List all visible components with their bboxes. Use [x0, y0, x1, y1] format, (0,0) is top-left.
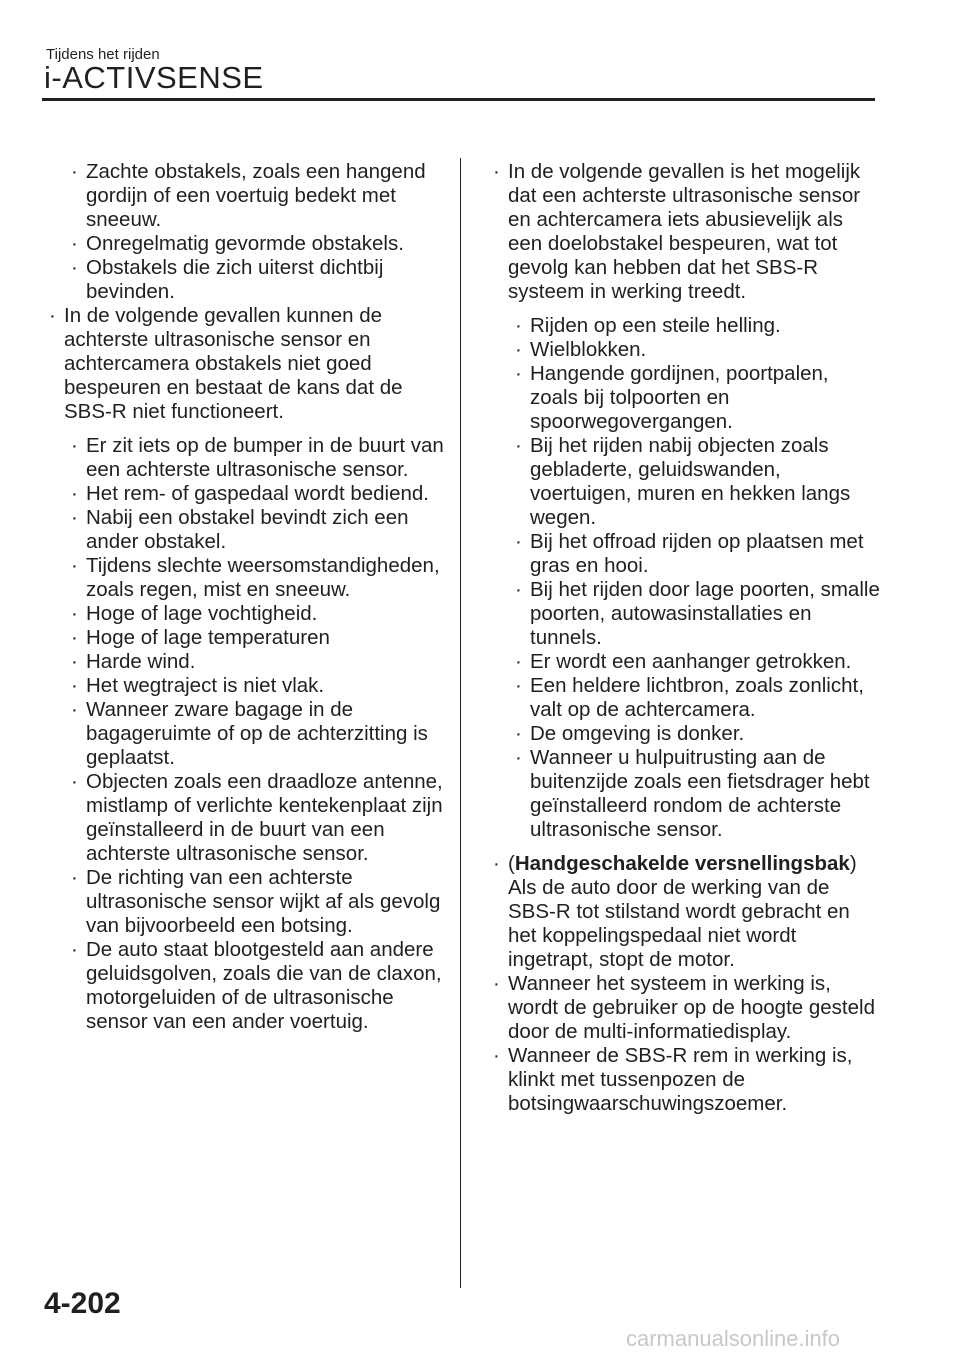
- page-number: 4-202: [44, 1287, 121, 1320]
- list-item: · In de volgende gevallen is het mogelijk dat een achterste ultrasonische sensor en achtercamera iets abusievelijk als een doelobstakel bespeuren, wat tot gevolg kan hebben dat het SBS-R systeem in werking treedt.: [492, 160, 882, 304]
- list-item: · Wanneer de SBS-R rem in werking is, klinkt met tussenpozen de botsingwaarschuwingszoemer.: [492, 1044, 882, 1116]
- section-label: Tijdens het rijden: [46, 46, 160, 63]
- list-item: · Wanneer het systeem in werking is, wordt de gebruiker op de hoogte gesteld door de multi-informatiedisplay.: [492, 972, 882, 1044]
- manual-transmission-item: [492, 852, 882, 972]
- list-item: · Hoge of lage vochtigheid.: [70, 602, 444, 626]
- list-item: · Het rem- of gaspedaal wordt bediend.: [70, 482, 444, 506]
- list-item: · Hangende gordijnen, poortpalen, zoals bij tolpoorten en spoorwegovergangen.: [514, 362, 882, 434]
- list-item: · Wielblokken.: [514, 338, 882, 362]
- intro-list: [48, 160, 444, 304]
- list-item: · De auto staat blootgesteld aan andere geluidsgolven, zoals die van de claxon, motorgeluiden of de ultrasonische sensor van een ander voertuig.: [70, 938, 444, 1034]
- list-item: · Een heldere lichtbron, zoals zonlicht, valt op de achtercamera.: [514, 674, 882, 722]
- list-item: · Hoge of lage temperaturen: [70, 626, 444, 650]
- list-item: · Onregelmatig gevormde obstakels.: [70, 232, 444, 256]
- list-item: · Zachte obstakels, zoals een hangend gordijn of een voertuig bedekt met sneeuw.: [70, 160, 444, 232]
- header-rule: [42, 98, 875, 101]
- list-item: · Bij het offroad rijden op plaatsen met gras en hooi.: [514, 530, 882, 578]
- list-item: · Er wordt een aanhanger getrokken.: [514, 650, 882, 674]
- paren-close: ): [849, 852, 857, 875]
- manual-transmission-label: Handgeschakelde versnellingsbak: [514, 852, 850, 875]
- list-item: · Het wegtraject is niet vlak.: [70, 674, 444, 698]
- list-item: · Tijdens slechte weersomstandigheden, zoals regen, mist en sneeuw.: [70, 554, 444, 602]
- list-item: · Wanneer u hulpuitrusting aan de buitenzijde zoals een fietsdrager hebt geïnstalleerd rondom de achterste ultrasonische sensor.: [514, 746, 882, 842]
- watermark: carmanualsonline.info: [626, 1326, 841, 1351]
- paren-open: (: [508, 852, 515, 875]
- list-item: · In de volgende gevallen kunnen de achterste ultrasonische sensor en achtercamera obstakels niet goed bespeuren en bestaat de kans dat de SBS-R niet functioneert.: [48, 304, 444, 424]
- list-item: · Rijden op een steile helling.: [514, 314, 882, 338]
- right-column: [492, 160, 882, 1116]
- left-column: [48, 160, 444, 1044]
- sub-list: [492, 314, 882, 842]
- manual-transmission-text: Als de auto door de werking van de SBS-R tot stilstand wordt gebracht en het koppelingspedaal niet wordt ingetrapt, stopt de motor.: [508, 876, 850, 971]
- sub-list: [48, 434, 444, 1034]
- list-item: · De richting van een achterste ultrasonische sensor wijkt af als gevolg van bijvoorbeeld een botsing.: [70, 866, 444, 938]
- list-item: · Obstakels die zich uiterst dichtbij bevinden.: [70, 256, 444, 304]
- column-divider: [460, 158, 461, 1288]
- list-item: · Bij het rijden nabij objecten zoals gebladerte, geluidswanden, voertuigen, muren en hekken langs wegen.: [514, 434, 882, 530]
- list-item: · Objecten zoals een draadloze antenne, mistlamp of verlichte kentekenplaat zijn geïnstalleerd in de buurt van een achterste ultrasonische sensor.: [70, 770, 444, 866]
- list-item: · De omgeving is donker.: [514, 722, 882, 746]
- list-item: · Nabij een obstakel bevindt zich een ander obstakel.: [70, 506, 444, 554]
- page-title: i-ACTIVSENSE: [44, 60, 264, 95]
- list-item: · Wanneer zware bagage in de bagageruimte of op de achterzitting is geplaatst.: [70, 698, 444, 770]
- list-item: · Bij het rijden door lage poorten, smalle poorten, autowasinstallaties en tunnels.: [514, 578, 882, 650]
- list-item: · Harde wind.: [70, 650, 444, 674]
- list-item: · Er zit iets op de bumper in de buurt van een achterste ultrasonische sensor.: [70, 434, 444, 482]
